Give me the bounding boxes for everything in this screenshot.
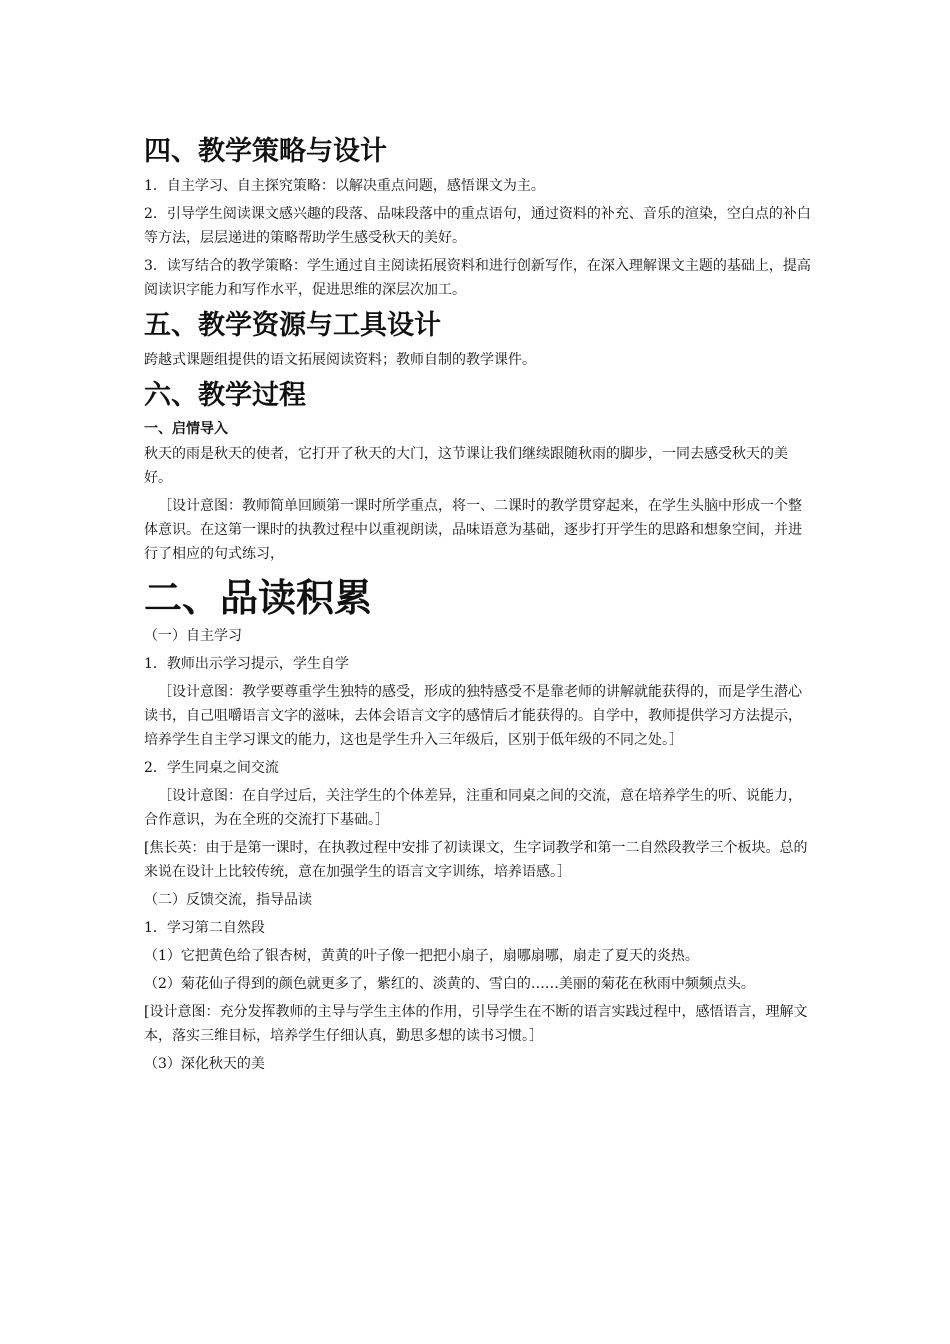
deepen-autumn-beauty: （3）深化秋天的美: [144, 1056, 265, 1072]
document-body: [144, 128, 814, 1080]
heading-teaching-strategy: 四、教学策略与设计: [144, 136, 387, 167]
self-study-step-2: 2．学生同桌之间交流: [144, 760, 279, 776]
self-study-design-intent: ［设计意图：教学要尊重学生独特的感受，形成的独特感受不是靠老师的讲解就能获得的，而是学生潜心读书，自己咀嚼语言文字的滋味，去体会语言文字的感情后才能获得的。自学中，教师提供学习方法提示，培养学生自主学习课文的能力，这也是学生升入三年级后，区别于低年级的不同之处。］: [144, 684, 802, 748]
heading-teaching-resources: 五、教学资源与工具设计: [144, 310, 441, 341]
feedback-design-intent: [设计意图：充分发挥教师的主导与学生主体的作用，引导学生在不断的语言实践过程中，感悟语言，理解文本，落实三维目标，培养学生仔细认真，勤思多想的读书习惯。］: [144, 1004, 808, 1044]
sentence-2: （2）菊花仙子得到的颜色就更多了，紫红的、淡黄的、雪白的……美丽的菊花在秋雨中频频点头。: [144, 976, 755, 992]
subheading-intro: 一、启情导入: [144, 421, 228, 437]
self-study-step-1: 1．教师出示学习提示，学生自学: [144, 656, 349, 672]
heading-teaching-process: 六、教学过程: [144, 380, 306, 411]
intro-design-intent: ［设计意图：教师简单回顾第一课时所学重点，将一、二课时的教学贯穿起来，在学生头脑中形成一个整体意识。在这第一课时的执教过程中以重视朗读，品味语意为基础，逐步打开学生的思路和想象空间，并进行了相应的句式练习，: [144, 498, 802, 562]
paragraph-two-study: 1．学习第二自然段: [144, 920, 265, 936]
sentence-1: （1）它把黄色给了银杏树，黄黄的叶子像一把把小扇子，扇哪扇哪，扇走了夏天的炎热。: [144, 948, 699, 964]
peer-exchange-design-intent: ［设计意图：在自学过后，关注学生的个体差异，注重和同桌之间的交流，意在培养学生的听、说能力，合作意识，为在全班的交流打下基础。］: [144, 788, 802, 828]
intro-paragraph: 秋天的雨是秋天的使者，它打开了秋天的大门，这节课让我们继续跟随秋雨的脚步，一同去感受秋天的美好。: [144, 446, 788, 486]
reviewer-comment: [焦长英：由于是第一课时，在执教过程中安排了初读课文，生字词教学和第一二自然段教学三个板块。总的来说在设计上比较传统，意在加强学生的语言文字训练，培养语感。］: [144, 840, 808, 880]
strategy-item-2: 2．引导学生阅读课文感兴趣的段落、品味段落中的重点语句，通过资料的补充、音乐的渲染，空白点的补白等方法，层层递进的策略帮助学生感受秋天的美好。: [144, 206, 811, 246]
feedback-label: （二）反馈交流，指导品读: [144, 892, 312, 908]
strategy-item-3: 3．读写结合的教学策略：学生通过自主阅读拓展资料和进行创新写作，在深入理解课文主题的基础上，提高阅读识字能力和写作水平，促进思维的深层次加工。: [144, 258, 811, 298]
heading-reading-accumulation: 二、品读积累: [144, 576, 373, 620]
strategy-item-1: 1．自主学习、自主探究策略：以解决重点问题，感悟课文为主。: [144, 178, 545, 194]
self-study-label: （一）自主学习: [144, 628, 242, 644]
resources-text: 跨越式课题组提供的语文拓展阅读资料；教师自制的教学课件。: [144, 352, 536, 368]
